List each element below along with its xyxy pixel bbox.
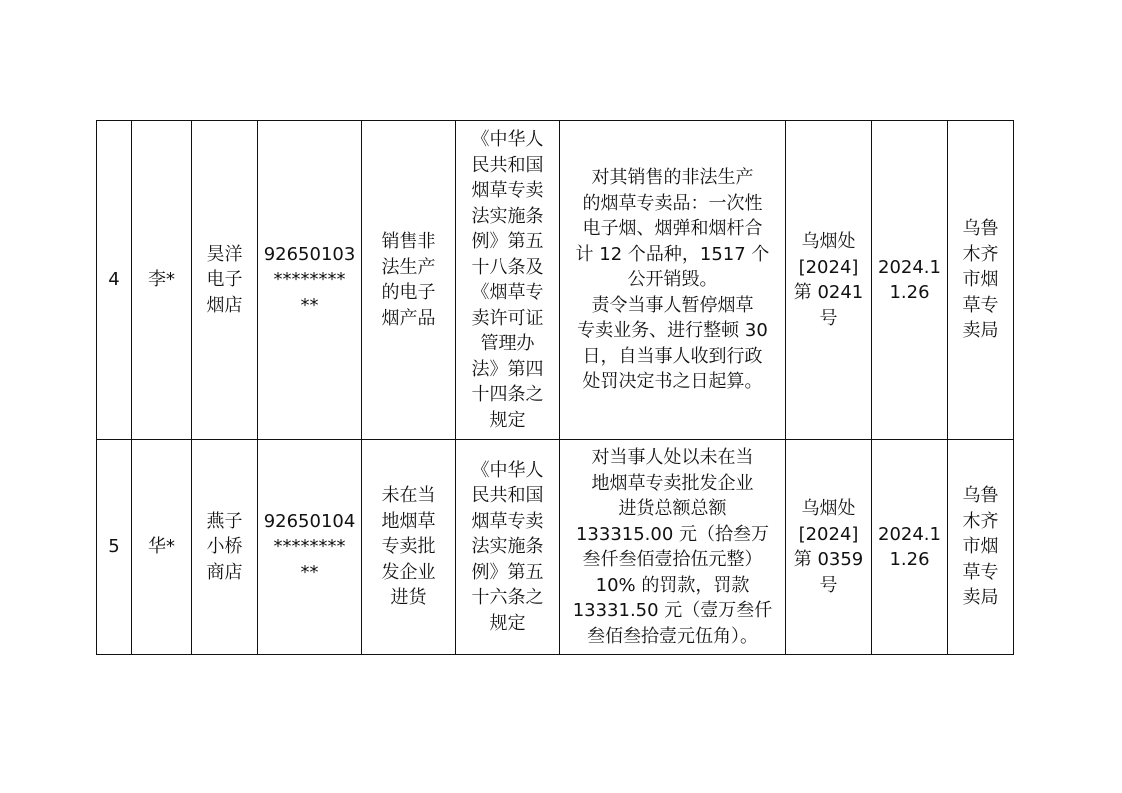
authority-name: 乌鲁 木齐 市烟 草专 卖局 — [948, 440, 1014, 655]
authority-name: 乌鲁 木齐 市烟 草专 卖局 — [948, 121, 1014, 440]
decision-date: 2024.1 1.26 — [872, 121, 948, 440]
shop-name: 昊洋 电子 烟店 — [192, 121, 258, 440]
row-number: 4 — [97, 121, 132, 440]
legal-basis: 《中华人 民共和国 烟草专卖 法实施条 例》第五 十八条及 《烟草专 卖许可证 管理办 法》第四 十四条之 规定 — [456, 121, 560, 440]
credit-code: 92650103 ******** ** — [258, 121, 362, 440]
party-name: 李* — [132, 121, 192, 440]
violation-fact: 未在当 地烟草 专卖批 发企业 进货 — [362, 440, 456, 655]
decision-date: 2024.1 1.26 — [872, 440, 948, 655]
party-name: 华* — [132, 440, 192, 655]
decision-number: 乌烟处 [2024] 第 0241 号 — [786, 121, 872, 440]
table-row — [97, 440, 1014, 655]
table-row — [97, 121, 1014, 440]
row-number: 5 — [97, 440, 132, 655]
legal-basis: 《中华人 民共和国 烟草专卖 法实施条 例》第五 十六条之 规定 — [456, 440, 560, 655]
decision-number: 乌烟处 [2024] 第 0359 号 — [786, 440, 872, 655]
violation-fact: 销售非 法生产 的电子 烟产品 — [362, 121, 456, 440]
penalty-result: 对当事人处以未在当 地烟草专卖批发企业 进货总额总额 133315.00 元（拾叁万 叁仟叁佰壹拾伍元整） 10% 的罚款，罚款 13331.50 元（壹万叁仟 叁佰叁拾壹元伍角）。 — [560, 440, 786, 655]
shop-name: 燕子 小桥 商店 — [192, 440, 258, 655]
penalty-table — [96, 120, 1014, 655]
credit-code: 92650104 ******** ** — [258, 440, 362, 655]
penalty-result: 对其销售的非法生产 的烟草专卖品：一次性 电子烟、烟弹和烟杆合 计 12 个品种，1517 个 公开销毁。 责令当事人暂停烟草 专卖业务、进行整顿 30 日，自当事人收到行政 处罚决定书之日起算。 — [560, 121, 786, 440]
